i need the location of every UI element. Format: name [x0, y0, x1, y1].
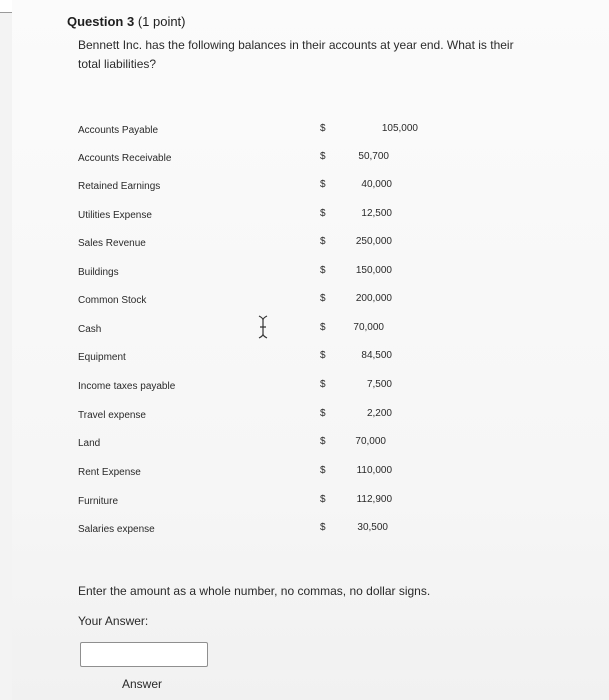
currency-symbol: $	[320, 408, 326, 419]
left-margin-strip	[0, 0, 12, 700]
currency-symbol: $	[320, 265, 326, 276]
account-label: Accounts Receivable	[78, 153, 172, 164]
account-label: Rent Expense	[78, 467, 141, 478]
text-cursor-icon	[258, 315, 268, 339]
account-label: Sales Revenue	[78, 238, 146, 249]
account-amount: 112,900	[356, 494, 392, 505]
account-row	[78, 236, 418, 254]
currency-symbol: $	[320, 465, 326, 476]
account-amount: 12,500	[361, 208, 392, 219]
account-row	[78, 350, 418, 368]
currency-symbol: $	[320, 208, 326, 219]
account-row	[78, 293, 418, 311]
question-points: (1 point)	[137, 14, 186, 29]
your-answer-label: Your Answer:	[78, 614, 149, 628]
currency-symbol: $	[320, 322, 326, 333]
account-amount: 50,700	[358, 151, 389, 162]
account-amount: 200,000	[355, 293, 392, 304]
currency-symbol: $	[320, 293, 326, 304]
question-prompt: Bennett Inc. has the following balances in their accounts at year end. What is their total liabilities?	[78, 38, 514, 71]
account-label: Equipment	[78, 352, 126, 363]
account-row	[78, 522, 418, 540]
account-amount: 30,500	[357, 522, 388, 533]
account-label: Common Stock	[78, 295, 147, 306]
question-title	[67, 14, 186, 29]
account-label: Retained Earnings	[78, 181, 161, 192]
account-row	[78, 208, 418, 226]
currency-symbol: $	[320, 350, 326, 361]
currency-symbol: $	[320, 379, 326, 390]
currency-symbol: $	[320, 123, 326, 134]
account-row	[78, 465, 418, 483]
account-row	[78, 322, 418, 340]
account-label: Income taxes payable	[78, 381, 176, 392]
account-amount: 70,000	[353, 322, 384, 333]
currency-symbol: $	[320, 436, 326, 447]
account-label: Salaries expense	[78, 524, 155, 535]
account-amount: 70,000	[355, 436, 386, 447]
account-row	[78, 379, 418, 397]
answer-caption: Answer	[122, 677, 163, 691]
account-label: Accounts Payable	[78, 125, 159, 136]
currency-symbol: $	[320, 151, 326, 162]
account-amount: 110,000	[356, 465, 392, 476]
account-amount: 250,000	[355, 236, 392, 247]
account-row	[78, 179, 418, 197]
account-amount: 7,500	[366, 379, 392, 390]
currency-symbol: $	[320, 236, 326, 247]
account-label: Buildings	[78, 267, 119, 278]
account-amount: 2,200	[366, 408, 392, 419]
account-label: Furniture	[78, 496, 119, 507]
account-amount: 105,000	[381, 123, 418, 134]
account-label: Utilities Expense	[78, 210, 152, 221]
answer-input[interactable]	[80, 642, 208, 667]
account-amount: 150,000	[355, 265, 392, 276]
currency-symbol: $	[320, 494, 326, 505]
question-number: Question 3	[67, 14, 135, 29]
account-row	[78, 408, 418, 426]
account-label: Travel expense	[78, 410, 146, 421]
account-row	[78, 494, 418, 512]
account-amount: 40,000	[361, 179, 392, 190]
account-amount: 84,500	[361, 350, 392, 361]
currency-symbol: $	[320, 179, 326, 190]
account-label: Cash	[78, 324, 102, 335]
account-row	[78, 265, 418, 283]
account-row	[78, 436, 418, 454]
account-row	[78, 123, 418, 141]
account-label: Land	[78, 438, 101, 449]
answer-instruction: Enter the amount as a whole number, no commas, no dollar signs.	[78, 584, 431, 598]
account-row	[78, 151, 418, 169]
currency-symbol: $	[320, 522, 326, 533]
